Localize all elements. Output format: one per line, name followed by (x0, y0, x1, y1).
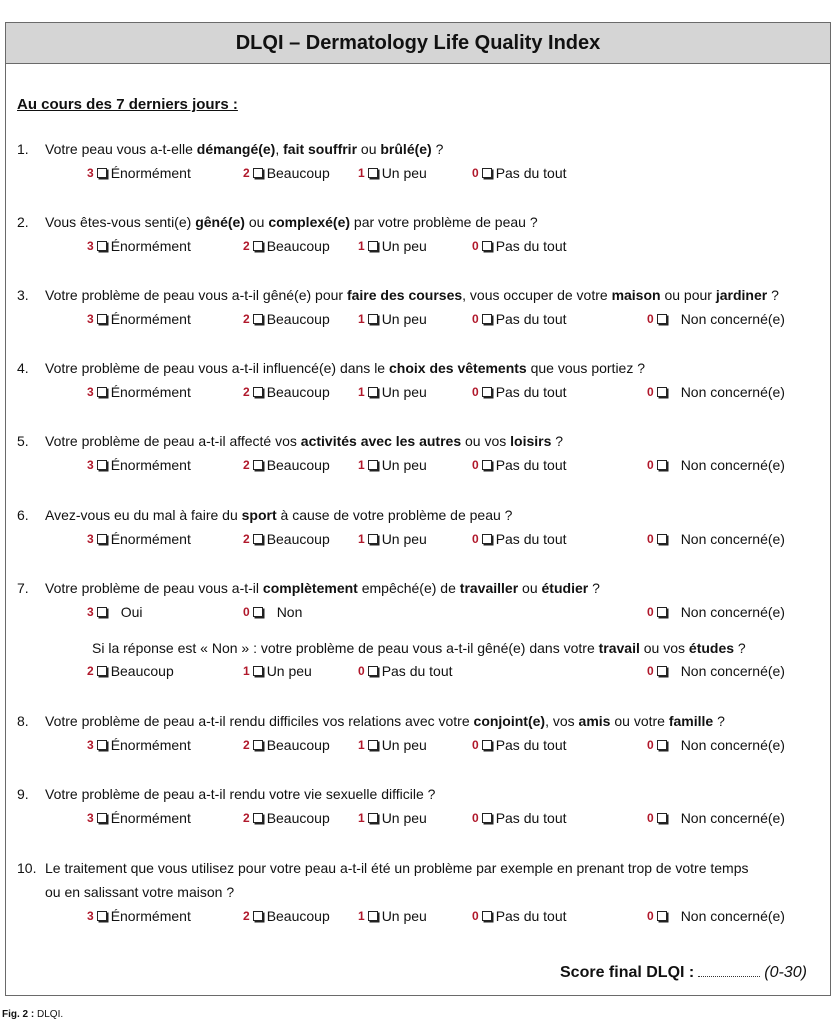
option-un-peu[interactable] (358, 908, 427, 924)
option-score: 0 (472, 239, 479, 253)
option-score: 0 (647, 532, 654, 546)
option-label: Non concerné(e) (680, 810, 785, 826)
option-non[interactable] (243, 604, 302, 620)
checkbox-icon[interactable] (97, 740, 107, 750)
option-score: 3 (87, 532, 94, 546)
option-label: Oui (120, 604, 143, 620)
checkbox-icon[interactable] (97, 911, 107, 921)
checkbox-icon[interactable] (657, 740, 667, 750)
option-non-concerne[interactable] (647, 810, 785, 826)
option-score: 0 (472, 385, 479, 399)
option-pas-du-tout[interactable] (472, 457, 567, 473)
checkbox-icon[interactable] (368, 534, 378, 544)
question-number: 5. (17, 433, 29, 449)
option-pas-du-tout[interactable] (472, 238, 567, 254)
option-beaucoup[interactable] (243, 908, 330, 924)
option-score: 0 (647, 458, 654, 472)
checkbox-icon[interactable] (657, 314, 667, 324)
question-text-part: maison (611, 287, 661, 303)
option-un-peu[interactable] (243, 663, 312, 679)
option-score: 1 (243, 664, 250, 678)
question-text-part: Si la réponse est « Non » : votre problème de peau vous a-t-il gêné(e) dans votre (92, 640, 599, 656)
option-non-concerne[interactable] (647, 531, 785, 547)
question-text-part: travailler (459, 580, 519, 596)
checkbox-icon[interactable] (97, 387, 107, 397)
option-pas-du-tout[interactable] (472, 908, 567, 924)
checkbox-icon[interactable] (368, 666, 378, 676)
option-score: 0 (472, 458, 479, 472)
option-non-concerne[interactable] (647, 663, 785, 679)
checkbox-icon[interactable] (253, 911, 263, 921)
option-label: Énormément (110, 238, 191, 254)
option-label: Un peu (381, 384, 427, 400)
option-enormement[interactable] (87, 908, 191, 924)
followup-question (92, 640, 746, 656)
checkbox-icon[interactable] (657, 813, 667, 823)
option-beaucoup[interactable] (243, 238, 330, 254)
option-label: Énormément (110, 457, 191, 473)
question-text-part: Vous êtes-vous senti(e) (45, 214, 196, 230)
checkbox-icon[interactable] (97, 534, 107, 544)
final-score-label: Score final DLQI : (560, 964, 695, 981)
question-text-part: loisirs (510, 433, 552, 449)
option-score: 0 (472, 312, 479, 326)
checkbox-icon[interactable] (482, 534, 492, 544)
option-label: Énormément (110, 311, 191, 327)
question-text-part: Votre problème de peau a-t-il rendu difficiles vos relations avec votre (45, 713, 474, 729)
question-number: 10. (17, 860, 37, 876)
option-non-concerne[interactable] (647, 311, 785, 327)
option-label: Pas du tout (495, 457, 567, 473)
question-text-part: brûlé(e) (380, 141, 432, 157)
option-beaucoup[interactable] (243, 165, 330, 181)
option-score: 1 (358, 385, 365, 399)
option-label: Non concerné(e) (680, 384, 785, 400)
option-un-peu[interactable] (358, 531, 427, 547)
option-label: Beaucoup (266, 165, 330, 181)
option-score: 1 (358, 239, 365, 253)
question-text (45, 433, 563, 449)
option-enormement[interactable] (87, 810, 191, 826)
checkbox-icon[interactable] (97, 241, 107, 251)
checkbox-icon[interactable] (97, 666, 107, 676)
question-number: 1. (17, 141, 29, 157)
question-text-part: Votre problème de peau a-t-il affecté vos (45, 433, 301, 449)
option-pas-du-tout[interactable] (472, 531, 567, 547)
option-enormement[interactable] (87, 165, 191, 181)
option-label: Pas du tout (495, 908, 567, 924)
option-un-peu[interactable] (358, 165, 427, 181)
question-text (45, 580, 600, 596)
option-label: Énormément (110, 531, 191, 547)
caption-text: DLQI. (37, 1009, 64, 1020)
option-score: 3 (87, 458, 94, 472)
option-score: 0 (472, 909, 479, 923)
question-text-part: Le traitement que vous utilisez pour votre peau a-t-il été un problème par exemple en prenant trop de votre temps (45, 860, 749, 876)
option-un-peu[interactable] (358, 457, 427, 473)
question-text-part: ou vos (461, 433, 511, 449)
question-text-part: choix des vêtements (388, 360, 527, 376)
question-text (45, 214, 538, 230)
question-text-part: étudier (541, 580, 589, 596)
question-text-part: amis (578, 713, 611, 729)
option-non-concerne[interactable] (647, 457, 785, 473)
option-label: Beaucoup (266, 810, 330, 826)
question-text-part: conjoint(e) (473, 713, 546, 729)
option-label: Un peu (381, 810, 427, 826)
question-text (45, 507, 512, 523)
question-text-part: Avez-vous eu du mal à faire du (45, 507, 242, 523)
option-score: 2 (243, 385, 250, 399)
option-pas-du-tout[interactable] (472, 737, 567, 753)
checkbox-icon[interactable] (97, 607, 107, 617)
question-text-line2: ou en salissant votre maison ? (45, 884, 235, 900)
option-label: Pas du tout (495, 531, 567, 547)
question-text-part: complexé(e) (268, 214, 351, 230)
option-score: 1 (358, 166, 365, 180)
question-text-part: par votre problème de peau ? (350, 214, 538, 230)
question-text-part: , vous occuper de votre (462, 287, 612, 303)
option-score: 0 (647, 605, 654, 619)
checkbox-icon[interactable] (368, 460, 378, 470)
option-enormement[interactable] (87, 238, 191, 254)
option-label: Un peu (381, 531, 427, 547)
option-label: Beaucoup (266, 311, 330, 327)
option-label: Non concerné(e) (680, 311, 785, 327)
option-score: 0 (647, 909, 654, 923)
checkbox-icon[interactable] (253, 534, 263, 544)
checkbox-icon[interactable] (253, 813, 263, 823)
option-score: 2 (243, 458, 250, 472)
option-beaucoup[interactable] (243, 384, 330, 400)
checkbox-icon[interactable] (482, 314, 492, 324)
option-label: Pas du tout (495, 311, 567, 327)
checkbox-icon[interactable] (482, 168, 492, 178)
option-pas-du-tout[interactable] (472, 384, 567, 400)
option-score: 1 (358, 738, 365, 752)
question-text-part: jardiner (715, 287, 768, 303)
question-number: 4. (17, 360, 29, 376)
question-text-part: ? (767, 287, 779, 303)
option-pas-du-tout[interactable] (472, 311, 567, 327)
question-text-part: ? (431, 141, 444, 157)
option-score: 0 (243, 605, 250, 619)
checkbox-icon[interactable] (657, 460, 667, 470)
checkbox-icon[interactable] (482, 740, 492, 750)
option-score: 3 (87, 909, 94, 923)
option-enormement[interactable] (87, 531, 191, 547)
figure-caption (2, 1009, 63, 1020)
option-score: 1 (358, 811, 365, 825)
option-label: Un peu (381, 908, 427, 924)
question-text-part: ou vos (639, 640, 689, 656)
option-label: Énormément (110, 737, 191, 753)
option-score: 0 (472, 738, 479, 752)
checkbox-icon[interactable] (368, 314, 378, 324)
option-label: Pas du tout (495, 384, 567, 400)
question-text-part: , (275, 141, 284, 157)
checkbox-icon[interactable] (368, 740, 378, 750)
option-label: Un peu (381, 238, 427, 254)
intro-heading: Au cours des 7 derniers jours : (17, 96, 238, 113)
question-text-part: ou pour (660, 287, 716, 303)
question-number: 8. (17, 713, 29, 729)
option-label: Non concerné(e) (680, 604, 785, 620)
option-label: Pas du tout (381, 663, 453, 679)
option-score: 3 (87, 166, 94, 180)
option-score: 1 (358, 909, 365, 923)
option-label: Pas du tout (495, 810, 567, 826)
option-label: Non concerné(e) (680, 737, 785, 753)
option-label: Un peu (381, 165, 427, 181)
option-beaucoup[interactable] (243, 457, 330, 473)
option-un-peu[interactable] (358, 810, 427, 826)
question-text-part: études (688, 640, 735, 656)
checkbox-icon[interactable] (482, 387, 492, 397)
question-text (45, 860, 749, 876)
question-text-part: démangé(e) (196, 141, 276, 157)
question-text-part: activités avec les autres (300, 433, 462, 449)
question-text-part: empêché(e) de (357, 580, 460, 596)
title-bar (5, 22, 831, 64)
checkbox-icon[interactable] (97, 813, 107, 823)
final-score-field[interactable] (698, 962, 760, 977)
option-score: 3 (87, 738, 94, 752)
question-text-part: Votre peau vous a-t-elle (45, 141, 197, 157)
option-label: Non (276, 604, 303, 620)
checkbox-icon[interactable] (368, 813, 378, 823)
final-score (560, 962, 807, 982)
question-text-part: faire des courses (346, 287, 463, 303)
option-non-concerne[interactable] (647, 737, 785, 753)
option-label: Énormément (110, 384, 191, 400)
checkbox-icon[interactable] (97, 460, 107, 470)
question-text-part: ? (551, 433, 564, 449)
final-score-range: (0-30) (764, 964, 807, 981)
checkbox-icon[interactable] (368, 168, 378, 178)
option-score: 0 (647, 738, 654, 752)
checkbox-icon[interactable] (253, 387, 263, 397)
option-un-peu[interactable] (358, 737, 427, 753)
option-beaucoup[interactable] (243, 810, 330, 826)
option-score: 2 (243, 811, 250, 825)
question-text (45, 786, 435, 802)
question-text-part: Votre problème de peau vous a-t-il gêné(e) pour (45, 287, 347, 303)
question-number: 3. (17, 287, 29, 303)
option-score: 3 (87, 385, 94, 399)
option-label: Beaucoup (110, 663, 174, 679)
question-text (45, 360, 645, 376)
checkbox-icon[interactable] (253, 607, 263, 617)
option-score: 1 (358, 312, 365, 326)
checkbox-icon[interactable] (657, 666, 667, 676)
option-beaucoup[interactable] (243, 737, 330, 753)
option-label: Beaucoup (266, 457, 330, 473)
checkbox-icon[interactable] (482, 813, 492, 823)
option-score: 3 (87, 811, 94, 825)
question-text-part: ou (244, 214, 269, 230)
question-text-part: complètement (262, 580, 358, 596)
option-score: 2 (243, 532, 250, 546)
checkbox-icon[interactable] (368, 387, 378, 397)
caption-label: Fig. 2 : (2, 1009, 35, 1020)
option-enormement[interactable] (87, 737, 191, 753)
question-text-part: fait souffrir (283, 141, 358, 157)
checkbox-icon[interactable] (97, 168, 107, 178)
option-pas-du-tout[interactable] (358, 663, 453, 679)
checkbox-icon[interactable] (482, 460, 492, 470)
question-text-part: ? (713, 713, 725, 729)
checkbox-icon[interactable] (482, 241, 492, 251)
question-text-part: ou (518, 580, 542, 596)
checkbox-icon[interactable] (97, 314, 107, 324)
option-label: Énormément (110, 165, 191, 181)
option-label: Pas du tout (495, 238, 567, 254)
checkbox-icon[interactable] (253, 740, 263, 750)
option-label: Non concerné(e) (680, 531, 785, 547)
question-text (45, 713, 725, 729)
option-enormement[interactable] (87, 457, 191, 473)
option-score: 2 (243, 312, 250, 326)
option-label: Énormément (110, 810, 191, 826)
question-text-part: gêné(e) (195, 214, 245, 230)
option-score: 2 (243, 909, 250, 923)
checkbox-icon[interactable] (253, 314, 263, 324)
checkbox-icon[interactable] (657, 387, 667, 397)
checkbox-icon[interactable] (253, 460, 263, 470)
option-pas-du-tout[interactable] (472, 810, 567, 826)
question-text-part: Votre problème de peau a-t-il rendu votre vie sexuelle difficile ? (45, 786, 436, 802)
option-label: Non concerné(e) (680, 457, 785, 473)
question-text-part: ou (357, 141, 381, 157)
question-text-part: sport (241, 507, 277, 523)
checkbox-icon[interactable] (253, 241, 263, 251)
question-text (45, 141, 443, 157)
question-text-part: , vos (545, 713, 579, 729)
option-label: Beaucoup (266, 384, 330, 400)
option-label: Énormément (110, 908, 191, 924)
checkbox-icon[interactable] (482, 911, 492, 921)
question-text-part: famille (668, 713, 714, 729)
question-text (45, 287, 779, 303)
option-un-peu[interactable] (358, 384, 427, 400)
option-score: 2 (87, 664, 94, 678)
question-number: 7. (17, 580, 29, 596)
option-score: 2 (243, 166, 250, 180)
option-score: 3 (87, 605, 94, 619)
option-score: 0 (472, 532, 479, 546)
option-beaucoup[interactable] (243, 311, 330, 327)
option-enormement[interactable] (87, 311, 191, 327)
question-text-part: ou votre (610, 713, 669, 729)
option-label: Pas du tout (495, 165, 567, 181)
option-label: Un peu (381, 457, 427, 473)
option-score: 3 (87, 312, 94, 326)
checkbox-icon[interactable] (368, 241, 378, 251)
option-score: 0 (647, 664, 654, 678)
option-beaucoup[interactable] (87, 663, 174, 679)
option-label: Beaucoup (266, 238, 330, 254)
option-label: Pas du tout (495, 737, 567, 753)
question-number: 2. (17, 214, 29, 230)
option-score: 2 (243, 738, 250, 752)
option-un-peu[interactable] (358, 238, 427, 254)
question-text-part: ? (588, 580, 600, 596)
checkbox-icon[interactable] (657, 534, 667, 544)
option-label: Un peu (381, 737, 427, 753)
checkbox-icon[interactable] (253, 168, 263, 178)
option-score: 0 (647, 385, 654, 399)
option-label: Beaucoup (266, 908, 330, 924)
option-non-concerne[interactable] (647, 908, 785, 924)
checkbox-icon[interactable] (657, 607, 667, 617)
option-pas-du-tout[interactable] (472, 165, 567, 181)
question-number: 9. (17, 786, 29, 802)
option-oui[interactable] (87, 604, 142, 620)
option-label: Un peu (381, 311, 427, 327)
option-label: Un peu (266, 663, 312, 679)
page-title: DLQI – Dermatology Life Quality Index (235, 31, 601, 54)
question-text-part: que vous portiez ? (526, 360, 646, 376)
option-non-concerne[interactable] (647, 384, 785, 400)
option-score: 0 (358, 664, 365, 678)
checkbox-icon[interactable] (657, 911, 667, 921)
question-text-part: Votre problème de peau vous a-t-il influencé(e) dans le (45, 360, 389, 376)
option-score: 0 (647, 312, 654, 326)
option-score: 1 (358, 532, 365, 546)
option-score: 0 (647, 811, 654, 825)
checkbox-icon[interactable] (253, 666, 263, 676)
option-label: Beaucoup (266, 531, 330, 547)
checkbox-icon[interactable] (368, 911, 378, 921)
question-text-part: ? (734, 640, 746, 656)
option-label: Beaucoup (266, 737, 330, 753)
question-text-part: Votre problème de peau vous a-t-il (45, 580, 263, 596)
option-score: 3 (87, 239, 94, 253)
question-text-part: travail (598, 640, 640, 656)
option-label: Non concerné(e) (680, 663, 785, 679)
option-beaucoup[interactable] (243, 531, 330, 547)
option-label: Non concerné(e) (680, 908, 785, 924)
option-non-concerne[interactable] (647, 604, 785, 620)
option-score: 0 (472, 166, 479, 180)
question-text-part: à cause de votre problème de peau ? (276, 507, 513, 523)
question-number: 6. (17, 507, 29, 523)
option-score: 1 (358, 458, 365, 472)
option-score: 0 (472, 811, 479, 825)
option-enormement[interactable] (87, 384, 191, 400)
option-score: 2 (243, 239, 250, 253)
option-un-peu[interactable] (358, 311, 427, 327)
